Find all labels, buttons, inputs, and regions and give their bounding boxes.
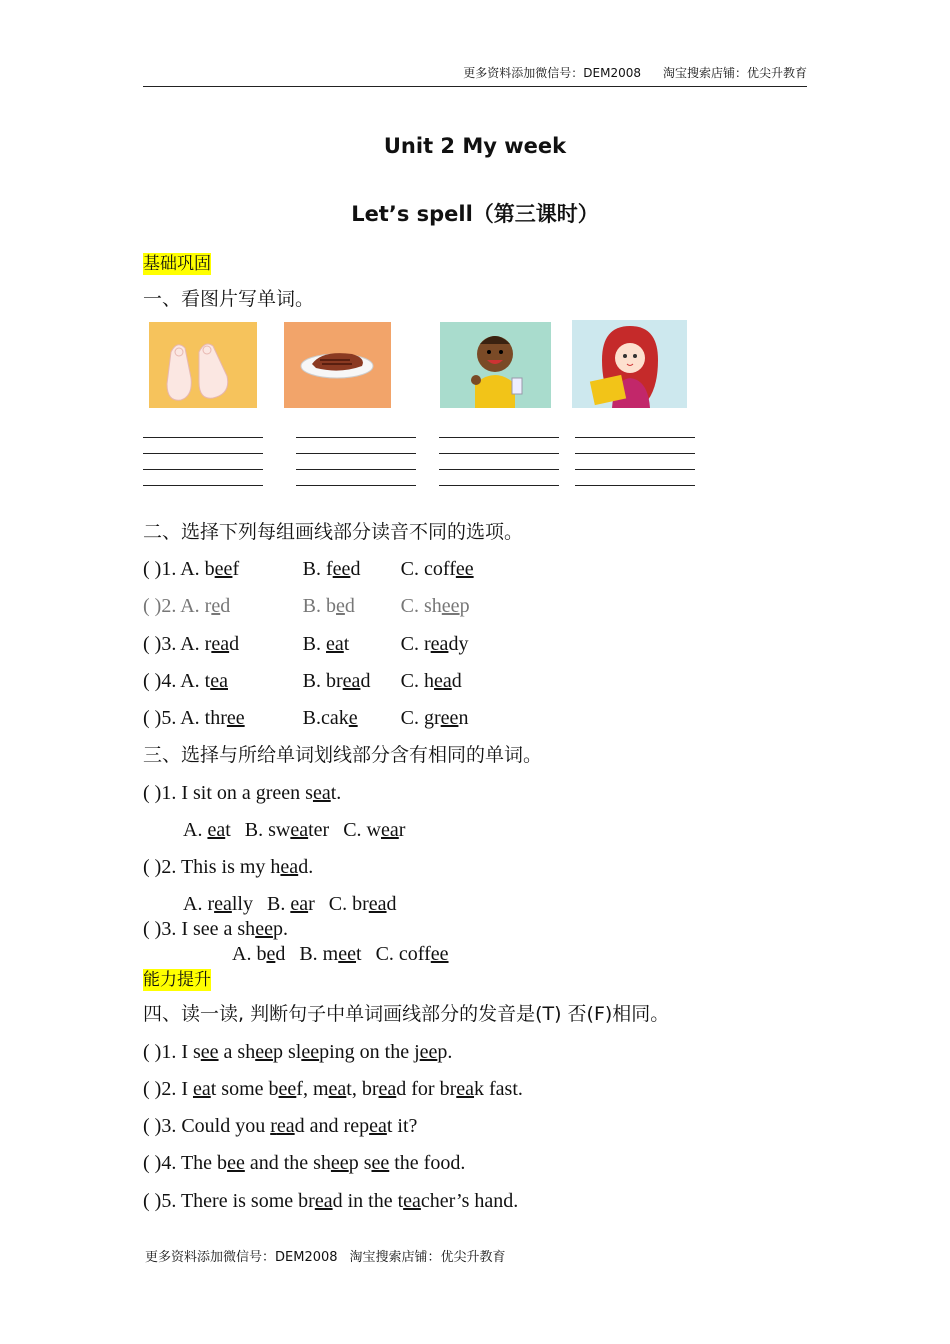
footer-wechat: 更多资料添加微信号：DEM2008 xyxy=(145,1250,338,1265)
option-text: B. xyxy=(267,893,291,915)
underlined-letters: ea xyxy=(210,670,228,692)
option-text: b xyxy=(204,558,215,580)
underlined-letters: ee xyxy=(255,1041,273,1063)
option-text: ter xyxy=(308,819,330,841)
option xyxy=(303,669,401,693)
option xyxy=(401,594,491,618)
option-text: B. sw xyxy=(244,819,291,841)
header-shop: 淘宝搜索店铺：优尖升教育 xyxy=(662,66,807,80)
underlined-letters: ea xyxy=(434,670,452,692)
option xyxy=(401,632,491,656)
question-row xyxy=(143,1189,518,1213)
page-header xyxy=(143,64,807,87)
question-number: ( )1. A. xyxy=(143,558,205,580)
lesson-title: Let’s spell（第三课时） xyxy=(351,202,599,226)
option-text: B. f xyxy=(302,558,333,580)
option xyxy=(183,818,231,842)
question-text: ( )3. I see a sh xyxy=(143,918,256,940)
question-text: ( )2. This is my h xyxy=(143,856,281,878)
sentence-text: cher’s hand. xyxy=(420,1190,519,1212)
option-text: C. sh xyxy=(400,595,442,617)
option-text: C. h xyxy=(400,670,435,692)
option-text: d xyxy=(350,558,361,580)
question-row xyxy=(143,557,491,581)
option-text: A. xyxy=(183,819,208,841)
eating-boy-icon xyxy=(440,322,551,408)
sentence-text: a sh xyxy=(218,1041,256,1063)
footer-shop: 淘宝搜索店铺：优尖升教育 xyxy=(349,1250,506,1265)
sentence-text: d in the t xyxy=(332,1190,404,1212)
underlined-letters: r xyxy=(270,1115,277,1137)
question-row xyxy=(143,1151,465,1175)
underlined-letters: ea xyxy=(211,633,230,655)
underlined-letters: ee xyxy=(371,1152,390,1174)
underlined-letters: ea xyxy=(430,633,449,655)
basic-label: 基础巩固 xyxy=(143,254,211,274)
option xyxy=(401,669,491,693)
option xyxy=(205,557,303,581)
option-text: A. b xyxy=(232,943,267,965)
question-row xyxy=(143,1114,417,1138)
option-text: n xyxy=(458,707,469,729)
option-text: d xyxy=(344,595,355,617)
option-text: t xyxy=(204,670,211,692)
underlined-letters: ee xyxy=(338,943,357,965)
underlined-letters: ee xyxy=(278,1078,297,1100)
option-text: C. w xyxy=(343,819,382,841)
option-text: d xyxy=(229,633,240,655)
option-text: d xyxy=(386,893,397,915)
option-text: r xyxy=(204,633,212,655)
underlined-letters: ee xyxy=(330,1152,349,1174)
underlined-letters: ea xyxy=(342,670,361,692)
underlined-letters: ee xyxy=(227,1152,245,1174)
feet-icon xyxy=(149,322,257,408)
option-text: p xyxy=(459,595,470,617)
sentence-text: t, br xyxy=(346,1078,379,1100)
ability-label: 能力提升 xyxy=(143,970,211,990)
underlined-letters: ea xyxy=(368,893,387,915)
underlined-letters: ee xyxy=(255,918,273,940)
option xyxy=(376,942,449,966)
sentence-text: p s xyxy=(348,1152,372,1174)
option-text: thr xyxy=(204,707,227,729)
sentence-text: f, m xyxy=(296,1078,329,1100)
sentence-text: ping on the j xyxy=(319,1041,420,1063)
question-text: ( )1. I sit on a green s xyxy=(143,782,313,804)
question-row xyxy=(143,855,313,879)
underlined-letters: ee xyxy=(441,595,460,617)
sentence-text: t it? xyxy=(386,1115,418,1137)
question-row xyxy=(143,917,288,941)
underlined-letters: ea xyxy=(326,633,344,655)
underlined-letters: ee xyxy=(332,558,351,580)
underlined-letters: ea xyxy=(378,1078,397,1100)
sentence-text: d for br xyxy=(396,1078,457,1100)
question-text: t. xyxy=(330,782,342,804)
underlined-letters: ee xyxy=(214,558,233,580)
option-text: C. r xyxy=(400,633,431,655)
question-row xyxy=(143,706,491,730)
option-text: C. coff xyxy=(375,943,431,965)
sentence-text: p. xyxy=(437,1041,453,1063)
question-row xyxy=(143,632,491,656)
option-text: C. gr xyxy=(400,707,441,729)
sentence-text: the food. xyxy=(389,1152,466,1174)
option-text: B. br xyxy=(302,670,343,692)
underlined-letters: ee xyxy=(455,558,474,580)
sentence-text: ( )2. I xyxy=(143,1078,193,1100)
meat-icon xyxy=(284,322,391,408)
option xyxy=(303,706,401,730)
underlined-letters: ee xyxy=(226,707,245,729)
underlined-letters: ea xyxy=(381,819,399,841)
option-text: d xyxy=(451,670,462,692)
underlined-letters: ea xyxy=(312,782,331,804)
option-text: f xyxy=(232,558,240,580)
underlined-letters: ea xyxy=(403,1190,421,1212)
sentence-text: ( )3. Could you xyxy=(143,1115,271,1137)
option-text: lly xyxy=(231,893,253,915)
question-row xyxy=(143,594,491,618)
question-row xyxy=(143,1040,452,1064)
unit-title: Unit 2 My week xyxy=(383,134,567,158)
option xyxy=(329,892,397,916)
underlined-letters: ea xyxy=(328,1078,347,1100)
option xyxy=(232,942,285,966)
options-row xyxy=(183,892,411,916)
underlined-letters: ee xyxy=(430,943,449,965)
question-row xyxy=(143,669,491,693)
sentence-text: ( )5. There is some br xyxy=(143,1190,315,1212)
underlined-letters: ee xyxy=(419,1041,438,1063)
question-number: ( )2. A. xyxy=(143,595,205,617)
option xyxy=(267,892,315,916)
option xyxy=(205,706,303,730)
underlined-letters: ea xyxy=(290,819,309,841)
header-wechat: 更多资料添加微信号：DEM2008 xyxy=(463,66,641,80)
option-text: B.cak xyxy=(302,707,349,729)
option xyxy=(205,669,303,693)
underlined-letters: ea xyxy=(207,819,226,841)
option xyxy=(205,632,303,656)
question-number: ( )5. A. xyxy=(143,707,205,729)
sentence-text: ( )4. The b xyxy=(143,1152,228,1174)
option-text: r xyxy=(308,893,315,915)
question-text: p. xyxy=(272,918,288,940)
underlined-letters: e xyxy=(336,595,345,617)
underlined-letters: ea xyxy=(369,1115,387,1137)
option xyxy=(401,557,491,581)
options-row xyxy=(232,942,463,966)
option-text: d xyxy=(220,595,231,617)
question-number: ( )4. A. xyxy=(143,670,205,692)
option xyxy=(303,594,401,618)
sentence-text: ( )1. I s xyxy=(143,1041,201,1063)
sentence-text: and the sh xyxy=(244,1152,331,1174)
underlined-letters: e xyxy=(348,707,358,729)
option xyxy=(303,632,401,656)
underlined-letters: e xyxy=(211,595,221,617)
underlined-letters: ee xyxy=(301,1041,320,1063)
underlined-letters: ea xyxy=(280,856,299,878)
option-text: C. br xyxy=(328,893,369,915)
underlined-letters: e xyxy=(266,943,276,965)
section-1-heading: 一、看图片写单词。 xyxy=(143,288,315,310)
option xyxy=(183,892,253,916)
option-text: r xyxy=(204,595,212,617)
page-footer xyxy=(145,1246,506,1265)
option-text: t xyxy=(356,943,362,965)
underlined-letters: ea xyxy=(314,1190,333,1212)
option xyxy=(245,818,329,842)
option-text: A. r xyxy=(183,893,215,915)
sentence-text: t some b xyxy=(210,1078,279,1100)
section-3-heading: 三、选择与所给单词划线部分含有相同的单词。 xyxy=(143,744,543,766)
option-text: B. m xyxy=(299,943,339,965)
option-text: t xyxy=(343,633,350,655)
underlined-letters: ea xyxy=(192,1078,211,1100)
question-text: d. xyxy=(298,856,314,878)
sentence-text: p sl xyxy=(272,1041,302,1063)
option xyxy=(303,557,401,581)
underlined-letters: ea xyxy=(276,1115,295,1137)
option xyxy=(299,942,361,966)
underlined-letters: ea xyxy=(214,893,232,915)
option-text: d xyxy=(275,943,286,965)
option xyxy=(343,818,405,842)
option-text: C. coff xyxy=(400,558,456,580)
option-text: d xyxy=(360,670,371,692)
option-text: t xyxy=(225,819,231,841)
option xyxy=(401,706,491,730)
option xyxy=(205,594,303,618)
sentence-text: k fast. xyxy=(474,1078,523,1100)
option-text: B. xyxy=(302,633,327,655)
sentence-text: d and rep xyxy=(294,1115,370,1137)
underlined-letters: ea xyxy=(456,1078,475,1100)
question-row xyxy=(143,1077,523,1101)
underlined-letters: ee xyxy=(200,1041,219,1063)
option-text: B. b xyxy=(302,595,337,617)
option-text: r xyxy=(398,819,406,841)
option-text: dy xyxy=(448,633,469,655)
underlined-letters: ee xyxy=(440,707,459,729)
options-row xyxy=(183,818,419,842)
underlined-letters: ea xyxy=(290,893,309,915)
question-number: ( )3. A. xyxy=(143,633,205,655)
section-4-heading: 四、读一读, 判断句子中单词画线部分的发音是(T) 否(F)相同。 xyxy=(143,1003,670,1025)
question-row xyxy=(143,781,341,805)
section-2-heading: 二、选择下列每组画线部分读音不同的选项。 xyxy=(143,521,524,543)
reading-girl-icon xyxy=(572,320,687,408)
